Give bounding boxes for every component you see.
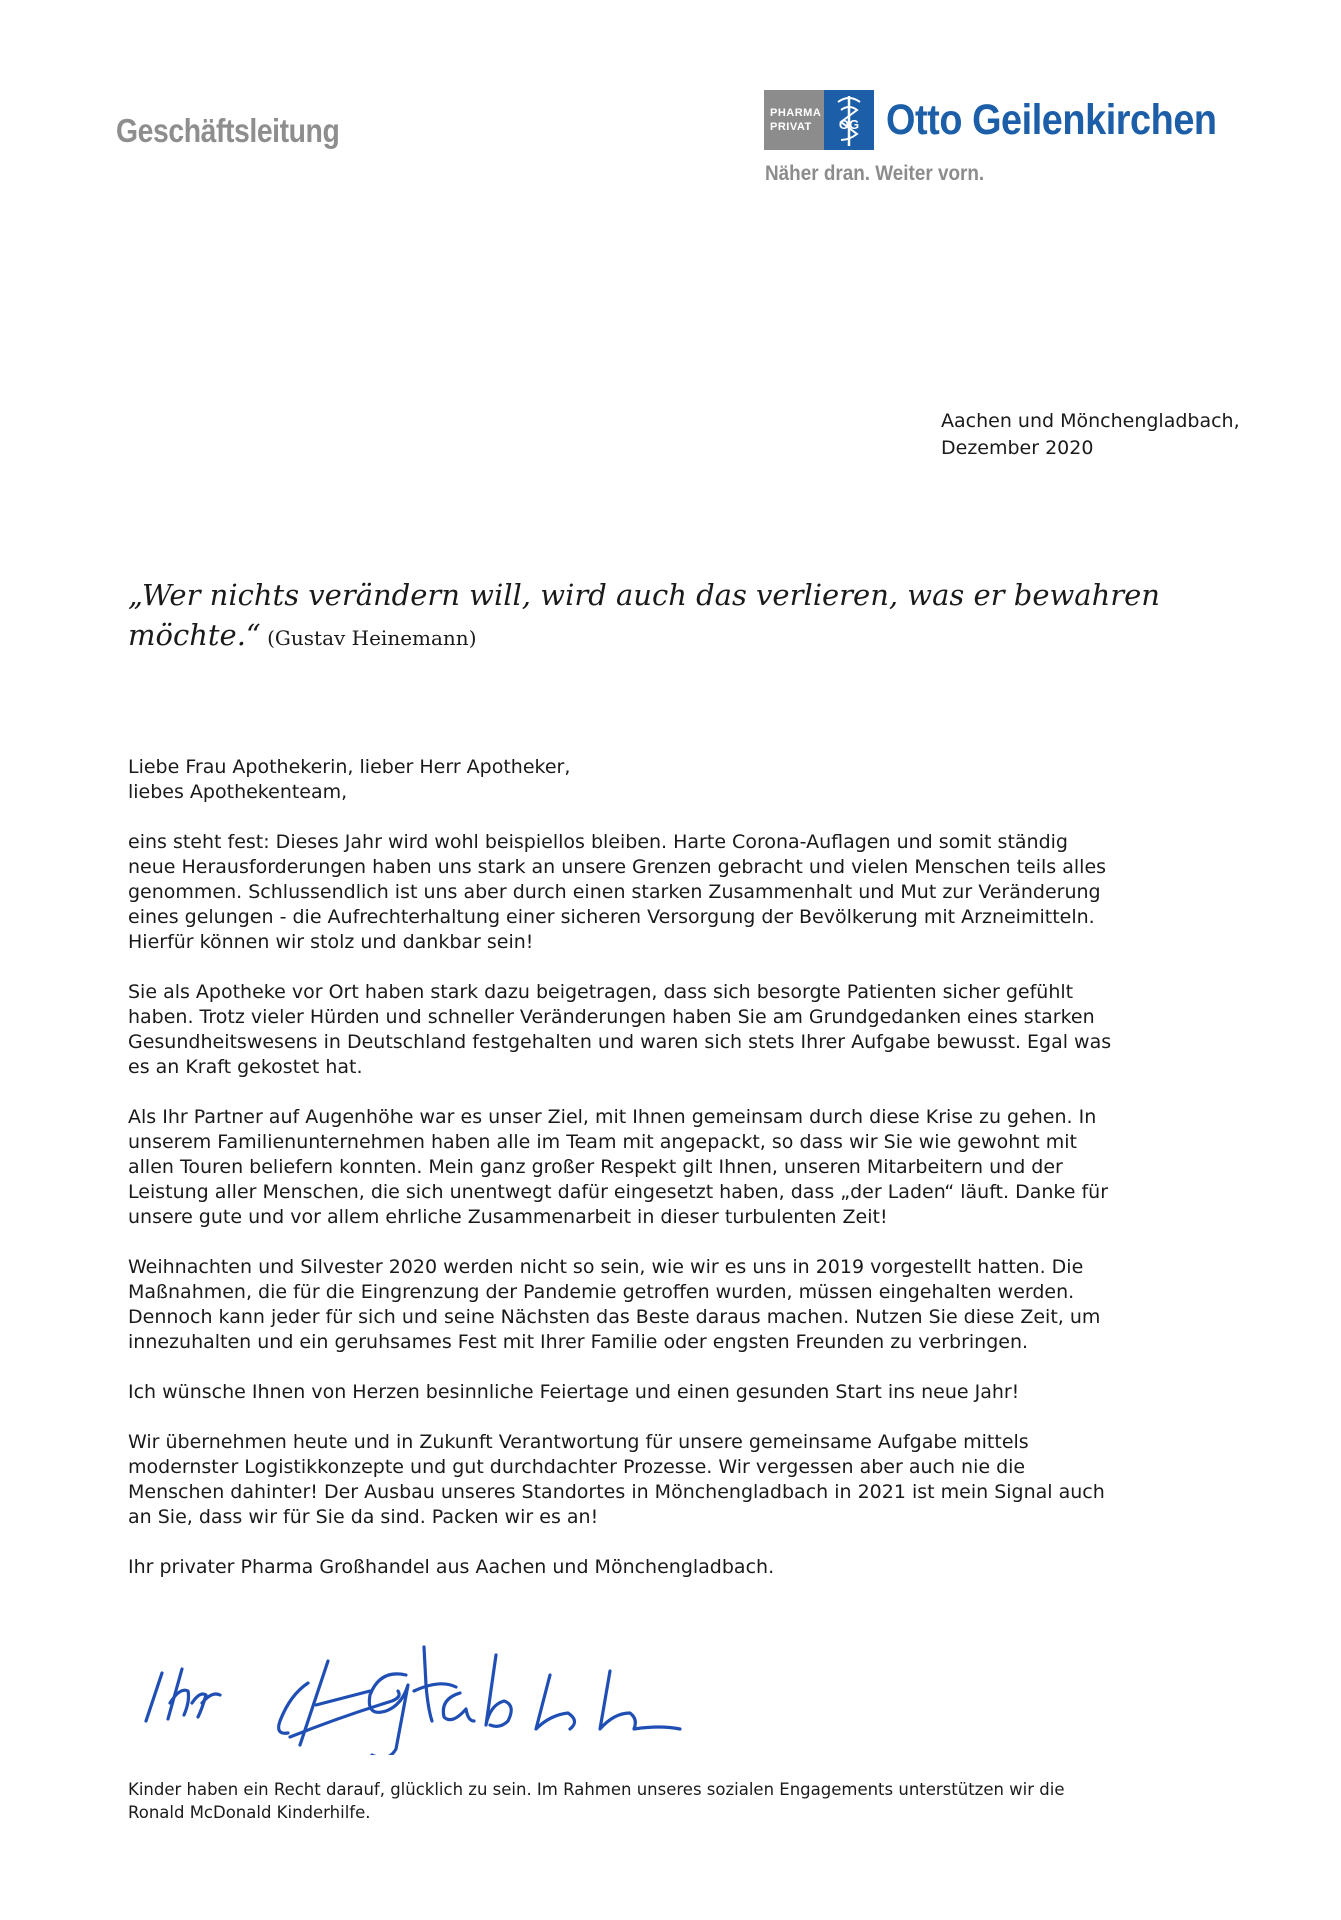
signature-graphic	[140, 1625, 940, 1755]
paragraph: Sie als Apotheke vor Ort haben stark dazu beigetragen, dass sich besorgte Patienten sicher gefühlt haben. Trotz vieler Hürden und schneller Veränderungen haben Sie am Grundgedanken eines starken Gesundheitswesens in Deutschland festgehalten und waren sich stets Ihrer Aufgabe bewusst. Egal was es an Kraft gekostet hat.	[128, 981, 1112, 1078]
handwritten-signature	[140, 1625, 940, 1755]
company-slogan: Näher dran. Weiter vorn.	[765, 162, 985, 185]
paragraph: eins steht fest: Dieses Jahr wird wohl beispiellos bleiben. Harte Corona-Auflagen und somit ständig neue Herausforderungen haben uns stark an unsere Grenzen gebracht und vielen Menschen teils alles genommen. Schlussendlich ist uns aber durch einen starken Zusammenhalt und Mut zur Veränderung eines gelungen - die Aufrechterhaltung einer sicheren Versorgung der Bevölkerung mit Arzneimitteln. Hierfür können wir stolz und dankbar sein!	[128, 831, 1107, 953]
department-heading: Geschäftsleitung	[116, 112, 340, 149]
paragraph: Als Ihr Partner auf Augenhöhe war es unser Ziel, mit Ihnen gemeinsam durch diese Krise zu gehen. In unserem Familienunternehmen haben alle im Team mit angepackt, so dass wir Sie wie gewohnt mit allen Touren beliefern konnten. Mein ganz großer Respekt gilt Ihnen, unseren Mitarbeitern und der Leistung aller Menschen, die sich unentwegt dafür eingesetzt haben, dass „der Laden“ läuft. Danke für unsere gute und vor allem ehrliche Zusammenarbeit in dieser turbulenten Zeit!	[128, 1106, 1109, 1228]
closing-line: Ihr privater Pharma Großhandel aus Aachen und Mönchengladbach.	[128, 1556, 775, 1578]
badge-line-1: PHARMA	[770, 107, 822, 119]
quote-text: „Wer nichts verändern will, wird auch das verlieren, was er bewahren möchte.“	[128, 578, 1160, 652]
company-name: Otto Geilenkirchen	[886, 96, 1217, 144]
badge-line-2: PRIVAT	[770, 121, 812, 133]
paragraph: Wir übernehmen heute und in Zukunft Verantwortung für unsere gemeinsame Aufgabe mittels modernster Logistikkonzepte und gut durchdachter Prozesse. Wir vergessen aber auch nie die Menschen dahinter! Der Ausbau unseres Standortes in Mönchengladbach in 2021 ist mein Signal auch an Sie, dass wir für Sie da sind. Packen wir es an!	[128, 1431, 1105, 1528]
paragraph: Weihnachten und Silvester 2020 werden nicht so sein, wie wir es uns in 2019 vorgestellt hatten. Die Maßnahmen, die für die Eingrenzung der Pandemie getroffen wurden, müssen eingehalten werden. Dennoch kann jeder für sich und seine Nächsten das Beste daraus machen. Nutzen Sie diese Zeit, um innezuhalten und ein geruhsames Fest mit Ihrer Familie oder engsten Freunden zu verbringen.	[128, 1256, 1101, 1353]
caduceus-og-icon-graphic	[824, 90, 874, 150]
paragraph: Ich wünsche Ihnen von Herzen besinnliche Feiertage und einen gesunden Start ins neue Jahr!	[128, 1381, 1020, 1403]
date-location: Aachen und Mönchengladbach,	[941, 410, 1240, 432]
company-logo	[764, 90, 1264, 190]
emblem-letters: OG	[838, 117, 860, 132]
salutation: Liebe Frau Apothekerin, lieber Herr Apotheker, liebes Apothekenteam,	[128, 756, 571, 803]
date-month-year: Dezember 2020	[941, 437, 1094, 459]
date-block	[941, 408, 1240, 462]
letter-body	[128, 755, 1228, 1605]
quote-author: (Gustav Heinemann)	[260, 626, 477, 650]
opening-quote	[128, 575, 1238, 658]
pharma-privat-badge	[764, 90, 824, 150]
caduceus-og-icon	[824, 90, 874, 150]
footer-note: Kinder haben ein Recht darauf, glücklich zu sein. Im Rahmen unseres sozialen Engagements unterstützen wir die Ronald McDonald Kinderhilfe.	[128, 1780, 1065, 1822]
